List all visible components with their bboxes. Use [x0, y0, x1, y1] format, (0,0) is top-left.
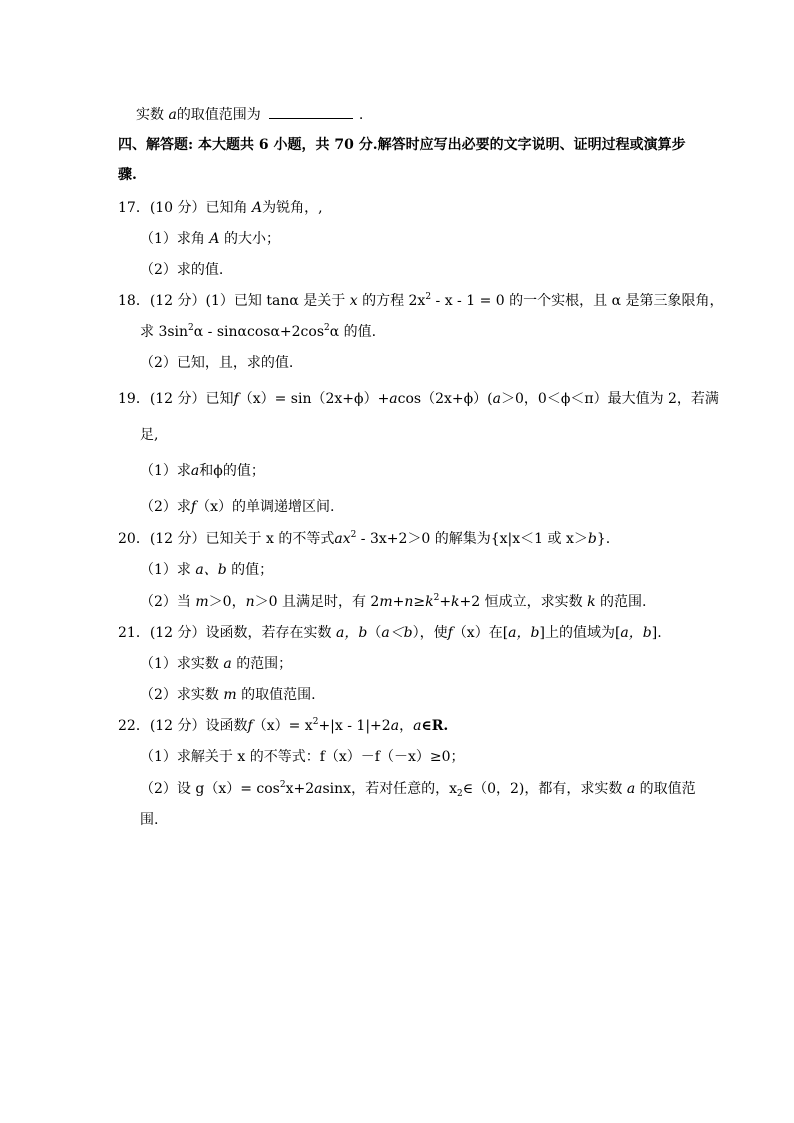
- text: （2）设 g（x）= cos: [140, 781, 280, 797]
- question-20-part-2: [140, 593, 646, 611]
- text: - x - 1 = 0 的一个实根，且 α 是第三象限角，: [431, 293, 724, 309]
- text: （1）求实数: [140, 656, 219, 672]
- text: 实数: [136, 107, 169, 123]
- exponent: 2: [433, 593, 440, 603]
- function-f: f: [233, 391, 239, 407]
- text: ≥: [413, 594, 426, 610]
- variable-a: a: [626, 781, 636, 797]
- question-17: [118, 199, 323, 217]
- text: 的取值范: [639, 781, 696, 797]
- text: ]上的值域为[: [539, 625, 621, 641]
- variable-k: k: [425, 594, 434, 610]
- text: （: [367, 625, 382, 641]
- question-21-part-1: [140, 655, 292, 673]
- subscript: 2: [456, 789, 463, 799]
- text: - 3x+2＞0 的解集为{x|x＜1 或 x＞: [356, 531, 588, 547]
- text: α - sinαcosα+2cos: [193, 324, 324, 340]
- exponent: 2: [279, 780, 286, 790]
- text: 18．(12 分）(1）已知 tanα 是关于: [118, 293, 346, 309]
- text: ＞0，: [208, 594, 246, 610]
- variable-a: a: [492, 391, 502, 407]
- text: sinx，若对任意的，x: [322, 781, 457, 797]
- exponent: 2: [324, 323, 330, 333]
- variable-a: a: [390, 718, 400, 734]
- text: 的范围.: [600, 594, 647, 610]
- text: 求 3sin: [140, 324, 189, 340]
- text: 17．(10 分）已知角: [118, 200, 248, 216]
- question-22: [118, 717, 448, 735]
- question-22-part-1: （1）求解关于 x 的不等式：f（x）－f（－x）≥0；: [140, 749, 465, 765]
- variable-x: x: [349, 293, 358, 309]
- text: 的范围；: [236, 656, 293, 672]
- text: +|x - 1|+2: [318, 718, 391, 734]
- function-f: f: [247, 718, 253, 734]
- variable-a: a: [314, 781, 323, 797]
- text: x+2: [285, 781, 315, 797]
- section-heading-continuation: 骤.: [118, 167, 137, 183]
- interval-a-b: a，b: [508, 625, 540, 641]
- question-17-part-1: [140, 230, 280, 248]
- text: 为锐角，,: [262, 200, 323, 216]
- question-19: [118, 390, 719, 408]
- text: ∈R.: [421, 718, 449, 734]
- text: 的大小；: [223, 231, 280, 247]
- exponent: 2: [425, 292, 432, 302]
- text: 19．(12 分）已知: [118, 391, 234, 407]
- text: +2 恒成立，求实数: [459, 594, 583, 610]
- text: ），使: [412, 625, 448, 641]
- text: ，: [399, 718, 414, 734]
- question-19-part-2: [140, 498, 334, 516]
- fill-in-question-tail: [136, 106, 363, 124]
- text: }.: [596, 531, 611, 547]
- question-20: [118, 530, 610, 548]
- variable-a: a: [168, 107, 177, 123]
- text: 的取值范围.: [241, 687, 316, 703]
- text: （2）求实数: [140, 687, 219, 703]
- variable-n: n: [245, 594, 255, 610]
- variables-a-b: a，b: [336, 625, 368, 641]
- variable-A: A: [252, 200, 263, 216]
- condition-a-lt-b: a＜b: [381, 625, 413, 641]
- text: （1）求角: [140, 231, 205, 247]
- variables-a-b: a、b: [195, 562, 227, 578]
- text: （1）求: [140, 562, 191, 578]
- answer-blank: [269, 106, 353, 119]
- variable-a: a: [413, 718, 422, 734]
- text: （1）求: [140, 463, 191, 479]
- variable-a: a: [190, 463, 200, 479]
- text: ＞0 且满足时，有 2: [254, 594, 380, 610]
- text: （x）= sin（2x+ϕ）+: [238, 391, 390, 407]
- text: .: [358, 107, 364, 123]
- text: cos（2x+ϕ）(: [397, 391, 493, 407]
- text: 21．(12 分）设函数，若存在实数: [118, 625, 332, 641]
- question-20-part-1: [140, 561, 273, 579]
- question-18-part-2: （2）已知，且，求的值.: [140, 355, 294, 371]
- text: （x）= x: [252, 718, 313, 734]
- question-21: [118, 624, 662, 642]
- interval-a-b: a，b: [620, 625, 652, 641]
- text: 20．(12 分）已知关于 x 的不等式: [118, 531, 335, 547]
- text: ∈（0，2)，都有，求实数: [462, 781, 623, 797]
- variable-A: A: [209, 231, 220, 247]
- exponent: 2: [350, 530, 357, 540]
- text: 的值；: [231, 562, 274, 578]
- variable-k: k: [451, 594, 460, 610]
- question-18-line-2: [140, 323, 376, 341]
- text: （2）求: [140, 499, 191, 515]
- text: 的取值范围为: [176, 107, 261, 123]
- variable-m: m: [223, 687, 237, 703]
- question-21-part-2: [140, 686, 316, 704]
- question-17-part-2: （2）求的值.: [140, 262, 224, 278]
- text: （2）当: [140, 594, 191, 610]
- question-18: [118, 292, 724, 310]
- term-ax: ax: [334, 531, 351, 547]
- function-f: f: [190, 499, 197, 515]
- question-19-line-2: 足,: [140, 427, 159, 443]
- text: 22．(12 分）设函数: [118, 718, 248, 734]
- variable-m: m: [195, 594, 209, 610]
- variable-b: b: [587, 531, 597, 547]
- text: （x）在[: [452, 625, 509, 641]
- text: ＞0，0＜ϕ＜π）最大值为 2，若满: [501, 391, 719, 407]
- exponent: 2: [188, 323, 194, 333]
- text: （x）的单调递增区间.: [196, 499, 335, 515]
- question-22-part-2-continuation: 围.: [140, 812, 159, 828]
- function-f: f: [447, 625, 453, 641]
- question-19-part-1: [140, 462, 265, 480]
- variable-a: a: [389, 391, 398, 407]
- expr-m-plus-n: m+n: [379, 594, 414, 610]
- text: +: [439, 594, 452, 610]
- text: 和ϕ的值；: [199, 463, 265, 479]
- section-heading: 四、解答题: 本大题共 6 小题，共 70 分.解答时应写出必要的文字说明、证明过程或演算步: [118, 137, 686, 153]
- text: ].: [651, 625, 662, 641]
- exponent: 2: [312, 717, 319, 727]
- variable-k: k: [587, 594, 596, 610]
- text: 的方程 2x: [362, 293, 426, 309]
- variable-a: a: [223, 656, 232, 672]
- question-22-part-2: [140, 780, 696, 798]
- text: α 的值.: [329, 324, 377, 340]
